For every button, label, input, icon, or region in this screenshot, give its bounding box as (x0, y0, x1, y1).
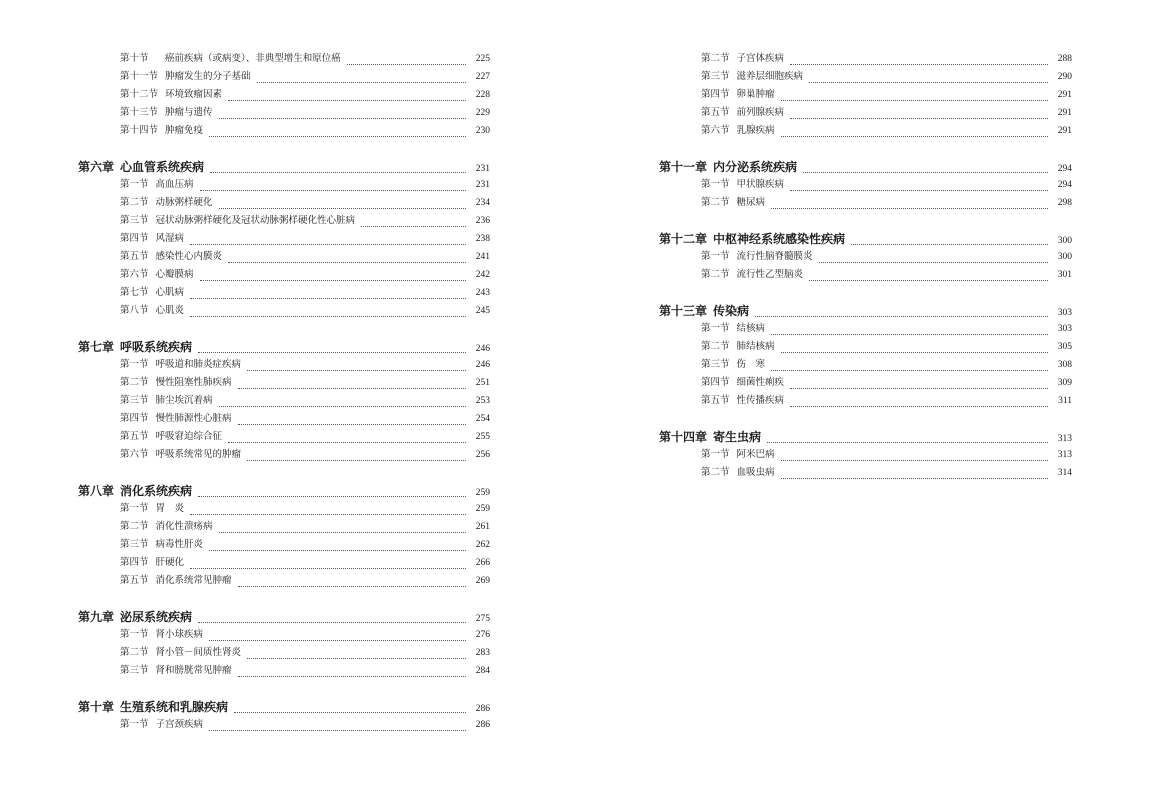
chapter-group (78, 698, 490, 734)
dot-leader (781, 342, 1048, 353)
dot-leader (257, 72, 466, 83)
dot-leader (209, 126, 466, 137)
chapter-entry[interactable] (659, 230, 1072, 248)
page-number: 241 (475, 252, 490, 262)
section-title: 滋养层细胞疾病 (736, 71, 804, 82)
page-number: 308 (1057, 360, 1072, 370)
section-number: 第三节 (120, 215, 149, 226)
page-number: 298 (1057, 198, 1072, 208)
section-entry[interactable] (78, 104, 490, 122)
section-entry[interactable] (78, 536, 490, 554)
dot-leader (200, 180, 466, 191)
section-entry[interactable] (78, 50, 490, 68)
page-number: 261 (475, 522, 490, 532)
section-entry[interactable] (78, 716, 490, 734)
section-number: 第二节 (701, 341, 730, 352)
chapter-title: 呼吸系统疾病 (120, 340, 193, 354)
page-number: 305 (1057, 342, 1072, 352)
section-title: 子宫颈疾病 (155, 719, 204, 730)
section-title: 结核病 (736, 323, 766, 334)
section-number: 第十二节 (120, 89, 159, 100)
page-number: 290 (1057, 72, 1072, 82)
page-number: 246 (475, 344, 490, 354)
page-number: 288 (1057, 54, 1072, 64)
page-number: 313 (1057, 434, 1072, 444)
page-number: 234 (475, 198, 490, 208)
section-title: 呼吸道和肺炎症疾病 (155, 359, 242, 370)
dot-leader (198, 341, 466, 353)
section-title: 肿瘤与遗传 (165, 107, 213, 118)
page-number: 266 (475, 558, 490, 568)
section-title: 性传播疾病 (736, 395, 785, 406)
section-title: 慢性阻塞性肺疾病 (155, 377, 232, 388)
section-entry[interactable] (659, 446, 1072, 464)
section-entry[interactable] (659, 50, 1072, 68)
chapter-title: 生殖系统和乳腺疾病 (120, 700, 229, 714)
page-number: 246 (475, 360, 490, 370)
dot-leader (219, 396, 466, 407)
dot-leader (771, 198, 1048, 209)
dot-leader (771, 360, 1048, 371)
section-number: 第四节 (120, 413, 149, 424)
section-number: 第五节 (701, 395, 730, 406)
section-entry[interactable] (78, 86, 490, 104)
dot-leader (755, 305, 1048, 317)
section-number: 第二节 (701, 467, 730, 478)
section-entry[interactable] (78, 446, 490, 464)
dot-leader (790, 108, 1048, 119)
section-entry[interactable] (659, 374, 1072, 392)
page-number: 291 (1057, 108, 1072, 118)
section-title: 心肌病 (155, 287, 185, 298)
page-number: 309 (1057, 378, 1072, 388)
dot-leader (198, 485, 466, 497)
dot-leader (190, 234, 466, 245)
dot-leader (228, 90, 466, 101)
chapter-number: 第十章 (78, 700, 115, 714)
chapter-title: 心血管系统疾病 (120, 160, 205, 174)
dot-leader (781, 90, 1048, 101)
section-title: 肾小球疾病 (155, 629, 204, 640)
section-number: 第十一节 (120, 71, 159, 82)
page-number: 314 (1057, 468, 1072, 478)
section-entry[interactable] (78, 266, 490, 284)
section-number: 第八节 (120, 305, 149, 316)
chapter-number: 第十四章 (659, 430, 708, 444)
page-number: 303 (1057, 308, 1072, 318)
dot-leader (781, 450, 1048, 461)
section-number: 第一节 (701, 323, 730, 334)
section-entry[interactable] (78, 500, 490, 518)
dot-leader (361, 216, 466, 227)
chapter-title: 寄生虫病 (713, 430, 762, 444)
section-entry[interactable] (78, 518, 490, 536)
page-number: 275 (475, 614, 490, 624)
section-title: 细菌性痢疾 (736, 377, 785, 388)
page-number: 259 (475, 488, 490, 498)
section-number: 第四节 (701, 89, 730, 100)
chapter-title: 中枢神经系统感染性疾病 (713, 232, 846, 246)
section-entry[interactable] (78, 284, 490, 302)
section-number: 第三节 (120, 539, 149, 550)
page-number: 236 (475, 216, 490, 226)
chapter-group (78, 158, 490, 320)
section-entry[interactable] (78, 410, 490, 428)
dot-leader (819, 252, 1048, 263)
section-entry[interactable] (659, 68, 1072, 86)
dot-leader (790, 378, 1048, 389)
page-number: 230 (475, 126, 490, 136)
section-entry[interactable] (78, 572, 490, 590)
dot-leader (247, 450, 466, 461)
page-number: 231 (475, 180, 490, 190)
section-entry[interactable] (78, 68, 490, 86)
page-number: 291 (1057, 126, 1072, 136)
dot-leader (809, 270, 1048, 281)
chapter-number: 第十二章 (659, 232, 708, 246)
page-number: 311 (1058, 396, 1072, 406)
dot-leader (238, 378, 466, 389)
section-title: 消化系统常见肿瘤 (155, 575, 232, 586)
chapter-entry[interactable] (78, 608, 490, 626)
dot-leader (209, 540, 466, 551)
page-number: 255 (475, 432, 490, 442)
section-entry[interactable] (78, 248, 490, 266)
section-entry[interactable] (659, 320, 1072, 338)
chapter-group (659, 428, 1072, 482)
section-number: 第十三节 (120, 107, 159, 118)
section-title: 肾小管－间质性肾炎 (155, 647, 242, 658)
section-entry[interactable] (78, 392, 490, 410)
dot-leader (781, 468, 1048, 479)
section-title: 肿瘤发生的分子基础 (165, 71, 251, 82)
dot-leader (190, 306, 466, 317)
section-number: 第六节 (120, 449, 149, 460)
dot-leader (247, 360, 466, 371)
section-title: 消化性溃疡病 (155, 521, 213, 532)
section-number: 第十节 (120, 53, 149, 64)
page-number: 294 (1057, 180, 1072, 190)
section-title: 伤 寒 (736, 359, 766, 370)
section-title: 呼吸系统常见的肿瘤 (155, 449, 242, 460)
section-entry[interactable] (659, 338, 1072, 356)
section-entry[interactable] (78, 662, 490, 680)
section-entry[interactable] (659, 248, 1072, 266)
page-number: 284 (475, 666, 490, 676)
chapter-group (659, 302, 1072, 410)
dot-leader (190, 504, 466, 515)
chapter-group (78, 338, 490, 464)
section-number: 第五节 (120, 251, 149, 262)
chapter-title: 传染病 (713, 304, 750, 318)
dot-leader (771, 324, 1048, 335)
section-title: 流行性脑脊髓膜炎 (736, 251, 813, 262)
section-entry[interactable] (78, 122, 490, 140)
section-title: 肺尘埃沉着病 (155, 395, 213, 406)
section-title: 乳腺疾病 (736, 125, 775, 136)
section-title: 感染性心内膜炎 (155, 251, 223, 262)
dot-leader (247, 648, 466, 659)
dot-leader (198, 611, 466, 623)
dot-leader (851, 233, 1048, 245)
page-number: 254 (475, 414, 490, 424)
chapter-number: 第六章 (78, 160, 115, 174)
section-title: 呼吸窘迫综合征 (155, 431, 223, 442)
dot-leader (190, 288, 466, 299)
section-title: 阿米巴病 (736, 449, 775, 460)
section-number: 第二节 (120, 521, 149, 532)
section-title: 高血压病 (155, 179, 194, 190)
chapter-group (78, 50, 490, 140)
dot-leader (209, 630, 466, 641)
section-number: 第一节 (701, 251, 730, 262)
page-number: 262 (475, 540, 490, 550)
section-entry[interactable] (659, 464, 1072, 482)
page-number: 300 (1057, 252, 1072, 262)
section-entry[interactable] (78, 428, 490, 446)
chapter-group (78, 482, 490, 590)
section-title: 动脉粥样硬化 (155, 197, 213, 208)
dot-leader (790, 54, 1048, 65)
section-title: 慢性肺源性心脏病 (155, 413, 232, 424)
chapter-number: 第九章 (78, 610, 115, 624)
chapter-entry[interactable] (78, 698, 490, 716)
chapter-title: 内分泌系统疾病 (713, 160, 798, 174)
dot-leader (210, 161, 466, 173)
page-number: 313 (1057, 450, 1072, 460)
dot-leader (803, 161, 1048, 173)
section-entry[interactable] (78, 554, 490, 572)
dot-leader (228, 432, 466, 443)
section-number: 第二节 (701, 269, 730, 280)
page-number: 238 (475, 234, 490, 244)
chapter-entry[interactable] (78, 158, 490, 176)
section-title: 肿瘤免疫 (165, 125, 204, 136)
dot-leader (190, 558, 466, 569)
section-number: 第三节 (120, 395, 149, 406)
page-number: 286 (475, 720, 490, 730)
section-entry[interactable] (659, 356, 1072, 374)
section-number: 第一节 (120, 503, 149, 514)
section-title: 前列腺疾病 (736, 107, 785, 118)
page-number: 291 (1057, 90, 1072, 100)
section-entry[interactable] (78, 194, 490, 212)
dot-leader (228, 252, 466, 263)
page-number: 245 (475, 306, 490, 316)
section-number: 第四节 (701, 377, 730, 388)
section-number: 第二节 (701, 53, 730, 64)
section-number: 第五节 (120, 575, 149, 586)
section-number: 第四节 (120, 233, 149, 244)
section-title: 癌前疾病（或病变）、非典型增生和原位癌 (155, 53, 341, 64)
section-number: 第一节 (120, 719, 149, 730)
chapter-entry[interactable] (78, 338, 490, 356)
page-number: 283 (475, 648, 490, 658)
toc-column-left (78, 50, 490, 752)
chapter-title: 消化系统疾病 (120, 484, 193, 498)
section-entry[interactable] (659, 266, 1072, 284)
section-entry[interactable] (659, 122, 1072, 140)
page-number: 251 (475, 378, 490, 388)
page-number: 300 (1057, 236, 1072, 246)
section-entry[interactable] (659, 194, 1072, 212)
chapter-number: 第八章 (78, 484, 115, 498)
dot-leader (767, 431, 1048, 443)
dot-leader (234, 701, 466, 713)
section-number: 第四节 (120, 557, 149, 568)
section-number: 第三节 (701, 359, 730, 370)
section-title: 流行性乙型脑炎 (736, 269, 804, 280)
page-number: 256 (475, 450, 490, 460)
page-number: 259 (475, 504, 490, 514)
chapter-group (659, 50, 1072, 140)
section-number: 第一节 (701, 179, 730, 190)
dot-leader (209, 720, 466, 731)
section-entry[interactable] (78, 212, 490, 230)
page-number: 294 (1057, 164, 1072, 174)
section-number: 第一节 (120, 359, 149, 370)
section-entry[interactable] (78, 356, 490, 374)
section-entry[interactable] (659, 176, 1072, 194)
section-number: 第六节 (701, 125, 730, 136)
dot-leader (790, 396, 1048, 407)
chapter-entry[interactable] (659, 428, 1072, 446)
section-entry[interactable] (78, 626, 490, 644)
section-number: 第六节 (120, 269, 149, 280)
page-number: 242 (475, 270, 490, 280)
chapter-entry[interactable] (78, 482, 490, 500)
section-title: 胃 炎 (155, 503, 185, 514)
section-title: 肾和膀胱常见肿瘤 (155, 665, 232, 676)
section-entry[interactable] (78, 176, 490, 194)
page-number: 303 (1057, 324, 1072, 334)
dot-leader (219, 522, 466, 533)
chapter-title: 泌尿系统疾病 (120, 610, 193, 624)
section-entry[interactable] (659, 86, 1072, 104)
section-entry[interactable] (659, 104, 1072, 122)
section-entry[interactable] (659, 392, 1072, 410)
chapter-group (659, 158, 1072, 212)
dot-leader (347, 54, 466, 65)
section-number: 第一节 (120, 629, 149, 640)
chapter-number: 第十一章 (659, 160, 708, 174)
dot-leader (238, 414, 466, 425)
section-title: 糖尿病 (736, 197, 766, 208)
section-number: 第五节 (701, 107, 730, 118)
page-number: 229 (475, 108, 490, 118)
section-number: 第二节 (120, 197, 149, 208)
section-number: 第十四节 (120, 125, 159, 136)
section-title: 子宫体疾病 (736, 53, 785, 64)
dot-leader (238, 576, 466, 587)
section-entry[interactable] (78, 230, 490, 248)
section-number: 第三节 (701, 71, 730, 82)
page-number: 243 (475, 288, 490, 298)
section-title: 血吸虫病 (736, 467, 775, 478)
section-number: 第二节 (120, 377, 149, 388)
dot-leader (219, 198, 466, 209)
section-number: 第二节 (701, 197, 730, 208)
dot-leader (790, 180, 1048, 191)
page-number: 301 (1057, 270, 1072, 280)
page-number: 225 (475, 54, 490, 64)
dot-leader (238, 666, 466, 677)
page-number: 276 (475, 630, 490, 640)
section-number: 第一节 (701, 449, 730, 460)
chapter-group (659, 230, 1072, 284)
section-title: 病毒性肝炎 (155, 539, 204, 550)
page-number: 231 (475, 164, 490, 174)
section-entry[interactable] (78, 644, 490, 662)
dot-leader (781, 126, 1048, 137)
section-title: 肺结核病 (736, 341, 775, 352)
section-number: 第七节 (120, 287, 149, 298)
page-number: 286 (475, 704, 490, 714)
section-number: 第五节 (120, 431, 149, 442)
section-entry[interactable] (78, 302, 490, 320)
toc-column-right (659, 50, 1072, 500)
section-number: 第一节 (120, 179, 149, 190)
chapter-number: 第七章 (78, 340, 115, 354)
section-number: 第二节 (120, 647, 149, 658)
dot-leader (200, 270, 466, 281)
section-title: 心肌炎 (155, 305, 185, 316)
section-title: 肝硬化 (155, 557, 185, 568)
page-number: 227 (475, 72, 490, 82)
chapter-entry[interactable] (659, 302, 1072, 320)
section-title: 风湿病 (155, 233, 185, 244)
page-number: 269 (475, 576, 490, 586)
chapter-entry[interactable] (659, 158, 1072, 176)
section-title: 甲状腺疾病 (736, 179, 785, 190)
page-number: 228 (475, 90, 490, 100)
section-title: 环境致瘤因素 (165, 89, 223, 100)
section-title: 卵巢肿瘤 (736, 89, 775, 100)
chapter-group (78, 608, 490, 680)
section-title: 心瓣膜病 (155, 269, 194, 280)
dot-leader (809, 72, 1048, 83)
section-number: 第三节 (120, 665, 149, 676)
section-entry[interactable] (78, 374, 490, 392)
chapter-number: 第十三章 (659, 304, 708, 318)
page-number: 253 (475, 396, 490, 406)
dot-leader (219, 108, 466, 119)
section-title: 冠状动脉粥样硬化及冠状动脉粥样硬化性心脏病 (155, 215, 356, 226)
